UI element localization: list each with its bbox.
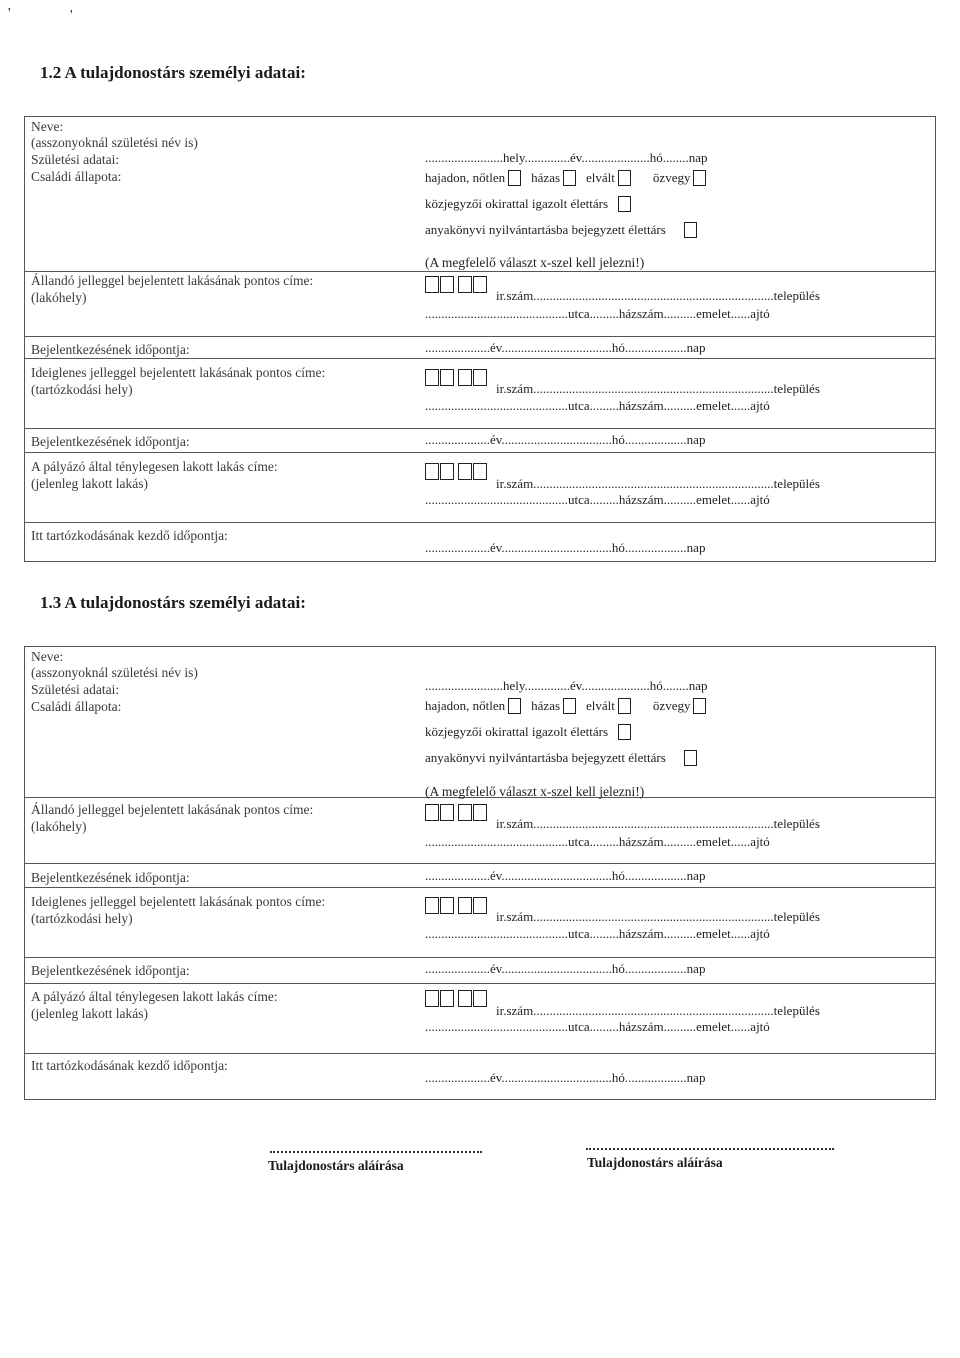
status-divorced-checkbox[interactable] (618, 698, 631, 714)
digit-box[interactable] (458, 804, 472, 821)
signature-line-right[interactable] (586, 1148, 834, 1150)
digit-box[interactable] (473, 804, 487, 821)
instruction-note: (A megfelelő választ x-szel kell jelezni!) (425, 784, 645, 799)
label-residence-start: Itt tartózkodásának kezdő időpontja: (31, 1058, 228, 1073)
label-temporary-address: Ideiglenes jelleggel bejelentett lakásának pontos címe: (31, 894, 326, 909)
family-status-options (425, 170, 706, 186)
section-divider (25, 957, 935, 958)
label-temporary-address-sub: (tartózkodási hely) (31, 382, 133, 397)
residence-start-date-field[interactable]: ....................év..................................hó...................nap (425, 540, 706, 555)
scan-mark-left: ' (8, 6, 11, 21)
status-divorced-label: elvált (586, 698, 615, 713)
scan-mark-mid: ' (70, 8, 73, 23)
digit-box[interactable] (473, 369, 487, 386)
label-registration-date-2: Bejelentkezésének időpontja: (31, 963, 190, 978)
status-married-label: házas (531, 698, 561, 713)
label-name: Neve: (31, 649, 64, 664)
digit-box[interactable] (458, 369, 472, 386)
actual-address-street-line[interactable]: ............................................utca.........házszám..........emelet......ajtó (425, 1019, 770, 1034)
digit-box[interactable] (425, 804, 439, 821)
digit-box[interactable] (425, 276, 439, 293)
registration-date-field-2[interactable]: ....................év..................................hó...................nap (425, 961, 706, 976)
registered-partner-label: anyakönyvi nyilvántartásba bejegyzett élettárs (425, 750, 666, 765)
section-divider (25, 1053, 935, 1054)
digit-box[interactable] (458, 897, 472, 914)
label-actual-address: A pályázó által ténylegesen lakott lakás címe: (31, 459, 278, 474)
status-divorced-checkbox[interactable] (618, 170, 631, 186)
label-permanent-address-sub: (lakóhely) (31, 290, 87, 305)
section-divider (25, 271, 935, 272)
digit-box[interactable] (458, 990, 472, 1007)
status-widowed-label: özvegy (652, 170, 691, 185)
registered-partner-row (425, 222, 697, 238)
notary-partner-checkbox[interactable] (618, 196, 631, 212)
label-registration-date: Bejelentkezésének időpontja: (31, 342, 190, 357)
status-widowed-checkbox[interactable] (693, 698, 706, 714)
digit-box[interactable] (440, 804, 454, 821)
notary-partner-row (425, 196, 631, 212)
digit-box[interactable] (440, 463, 454, 480)
registration-date-field-2[interactable]: ....................év..................................hó...................nap (425, 432, 706, 447)
label-actual-address-sub: (jelenleg lakott lakás) (31, 1006, 148, 1021)
permanent-address-city-line[interactable]: ir.szám..........................................................................település (496, 816, 820, 831)
section-divider (25, 522, 935, 523)
temporary-postcode-boxes[interactable] (425, 369, 488, 386)
digit-box[interactable] (425, 897, 439, 914)
actual-address-city-line[interactable]: ir.szám..........................................................................település (496, 1003, 820, 1018)
family-status-options (425, 698, 706, 714)
actual-postcode-boxes[interactable] (425, 990, 488, 1007)
status-single-checkbox[interactable] (508, 170, 521, 186)
digit-box[interactable] (458, 276, 472, 293)
section-title: 1.3 A tulajdonostárs személyi adatai: (40, 593, 306, 612)
status-widowed-label: özvegy (652, 698, 691, 713)
section-divider (25, 452, 935, 453)
label-family-status: Családi állapota: (31, 699, 122, 714)
label-birth-data: Születési adatai: (31, 682, 120, 697)
status-married-label: házas (531, 170, 561, 185)
temporary-postcode-boxes[interactable] (425, 897, 488, 914)
label-residence-start: Itt tartózkodásának kezdő időpontja: (31, 528, 228, 543)
actual-address-street-line[interactable]: ............................................utca.........házszám..........emelet......ajtó (425, 492, 770, 507)
section-divider (25, 863, 935, 864)
digit-box[interactable] (440, 897, 454, 914)
label-actual-address: A pályázó által ténylegesen lakott lakás címe: (31, 989, 278, 1004)
status-married-checkbox[interactable] (563, 170, 576, 186)
birth-data-field[interactable]: ........................hely..............év.....................hó........nap (425, 678, 708, 693)
notary-partner-checkbox[interactable] (618, 724, 631, 740)
label-family-status: Családi állapota: (31, 169, 122, 184)
label-temporary-address-sub: (tartózkodási hely) (31, 911, 133, 926)
permanent-address-street-line[interactable]: ............................................utca.........házszám..........emelet......ajtó (425, 306, 770, 321)
digit-box[interactable] (440, 990, 454, 1007)
notary-partner-row (425, 724, 631, 740)
section-divider (25, 336, 935, 337)
status-single-label: hajadon, nőtlen (425, 170, 506, 185)
digit-box[interactable] (425, 463, 439, 480)
instruction-note: (A megfelelő választ x-szel kell jelezni!) (425, 255, 645, 270)
actual-address-city-line[interactable]: ir.szám..........................................................................település (496, 476, 820, 491)
registered-partner-row (425, 750, 697, 766)
registered-partner-label: anyakönyvi nyilvántartásba bejegyzett élettárs (425, 222, 666, 237)
label-permanent-address-sub: (lakóhely) (31, 819, 87, 834)
temporary-address-city-line[interactable]: ir.szám..........................................................................település (496, 909, 820, 924)
digit-box[interactable] (440, 276, 454, 293)
digit-box[interactable] (425, 990, 439, 1007)
digit-box[interactable] (473, 990, 487, 1007)
status-married-checkbox[interactable] (563, 698, 576, 714)
residence-start-date-field[interactable]: ....................év..................................hó...................nap (425, 1070, 706, 1085)
registration-date-field[interactable]: ....................év..................................hó...................nap (425, 340, 706, 355)
temporary-address-city-line[interactable]: ir.szám..........................................................................település (496, 381, 820, 396)
birth-data-field[interactable]: ........................hely..............év.....................hó........nap (425, 150, 708, 165)
label-actual-address-sub: (jelenleg lakott lakás) (31, 476, 148, 491)
permanent-address-street-line[interactable]: ............................................utca.........házszám..........emelet......ajtó (425, 834, 770, 849)
registration-date-field[interactable]: ....................év..................................hó...................nap (425, 868, 706, 883)
actual-postcode-boxes[interactable] (425, 463, 488, 480)
digit-box[interactable] (458, 463, 472, 480)
section-title: 1.2 A tulajdonostárs személyi adatai: (40, 63, 306, 82)
status-single-label: hajadon, nőtlen (425, 698, 506, 713)
registered-partner-checkbox[interactable] (684, 222, 697, 238)
status-widowed-checkbox[interactable] (693, 170, 706, 186)
temporary-address-street-line[interactable]: ............................................utca.........házszám..........emelet......ajtó (425, 398, 770, 413)
digit-box[interactable] (473, 897, 487, 914)
label-temporary-address: Ideiglenes jelleggel bejelentett lakásának pontos címe: (31, 365, 326, 380)
section-divider (25, 983, 935, 984)
label-permanent-address: Állandó jelleggel bejelentett lakásának pontos címe: (31, 273, 314, 288)
permanent-postcode-boxes[interactable] (425, 276, 488, 293)
label-registration-date-2: Bejelentkezésének időpontja: (31, 434, 190, 449)
digit-box[interactable] (473, 276, 487, 293)
notary-partner-label: közjegyzői okirattal igazolt élettárs (425, 724, 609, 739)
label-name: Neve: (31, 119, 64, 134)
label-birth-data: Születési adatai: (31, 152, 120, 167)
temporary-address-street-line[interactable]: ............................................utca.........házszám..........emelet......ajtó (425, 926, 770, 941)
digit-box[interactable] (425, 369, 439, 386)
section-divider (25, 358, 935, 359)
section-divider (25, 887, 935, 888)
signature-caption-left: Tulajdonostárs aláírása (268, 1158, 404, 1173)
label-maiden-name: (asszonyoknál születési név is) (31, 135, 198, 150)
permanent-postcode-boxes[interactable] (425, 804, 488, 821)
label-maiden-name: (asszonyoknál születési név is) (31, 665, 198, 680)
label-registration-date: Bejelentkezésének időpontja: (31, 870, 190, 885)
permanent-address-city-line[interactable]: ir.szám..........................................................................település (496, 288, 820, 303)
signature-caption-right: Tulajdonostárs aláírása (587, 1155, 723, 1170)
section-divider (25, 428, 935, 429)
digit-box[interactable] (473, 463, 487, 480)
registered-partner-checkbox[interactable] (684, 750, 697, 766)
status-single-checkbox[interactable] (508, 698, 521, 714)
digit-box[interactable] (440, 369, 454, 386)
signature-line-left[interactable] (270, 1151, 482, 1153)
label-permanent-address: Állandó jelleggel bejelentett lakásának pontos címe: (31, 802, 314, 817)
status-divorced-label: elvált (586, 170, 615, 185)
notary-partner-label: közjegyzői okirattal igazolt élettárs (425, 196, 609, 211)
